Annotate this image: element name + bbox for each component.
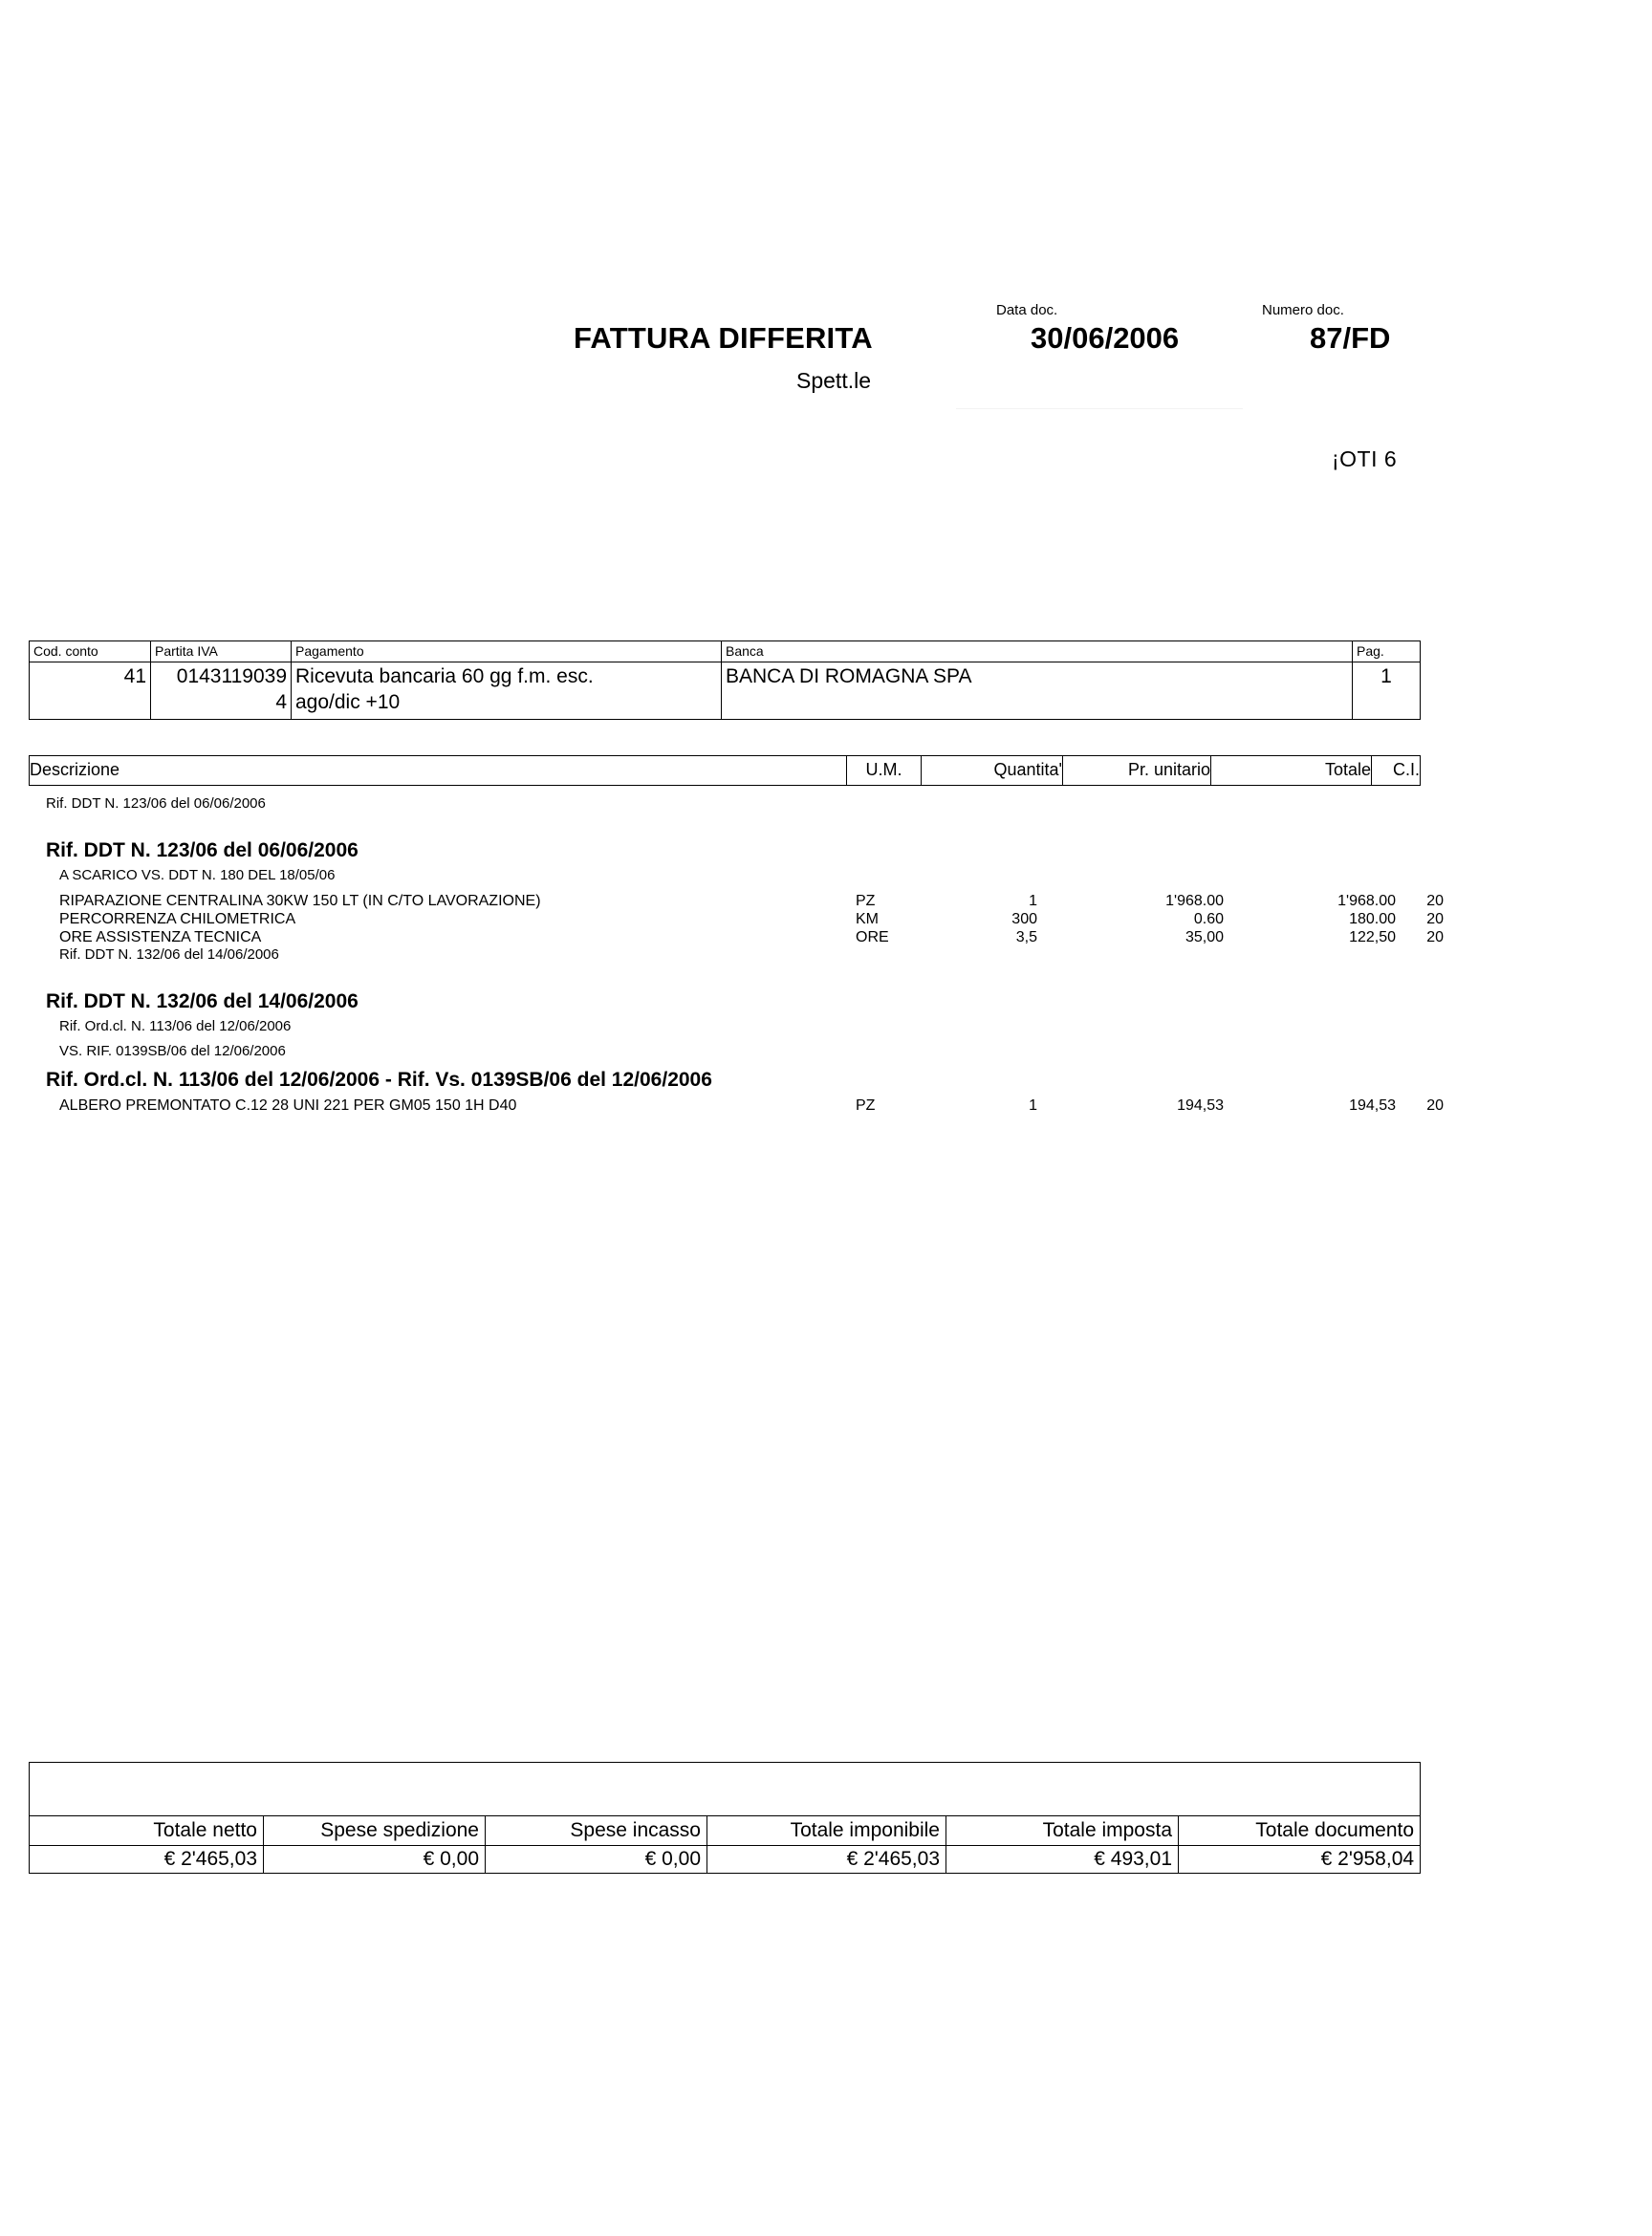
line-item-total: 180.00	[1349, 911, 1396, 927]
line-item-total: 194,53	[1349, 1097, 1396, 1114]
line-item-row	[29, 1096, 1444, 1115]
totals-header-cell: Spese spedizione	[264, 1816, 486, 1846]
totals-value-cell: € 2'465,03	[707, 1846, 946, 1874]
line-item-description: Rif. DDT N. 123/06 del 06/06/2006	[46, 795, 266, 812]
line-item-row	[29, 1018, 1420, 1043]
line-item-description: ORE ASSISTENZA TECNICA	[59, 929, 262, 945]
value-pagamento-line2: ago/dic +10	[295, 691, 401, 713]
header-partita-iva: Partita IVA	[151, 641, 292, 662]
line-item-description: Rif. Ord.cl. N. 113/06 del 12/06/2006	[59, 1018, 292, 1034]
header-ci: C.I.	[1372, 756, 1421, 786]
header-totale: Totale	[1211, 756, 1372, 786]
value-partita-iva	[151, 662, 292, 720]
line-item-um: PZ	[856, 1097, 876, 1114]
line-item-row	[29, 838, 1420, 867]
value-pag: 1	[1353, 662, 1421, 720]
line-item-total: 1'968.00	[1337, 893, 1396, 909]
line-item-um: KM	[856, 911, 879, 927]
value-partita-iva-line2: 4	[275, 691, 287, 713]
items-header-table	[29, 755, 1421, 786]
line-item-unit-price: 1'968.00	[1165, 893, 1224, 909]
line-item-description: ALBERO PREMONTATO C.12 28 UNI 221 PER GM05 150 1H D40	[59, 1097, 517, 1114]
line-item-row	[29, 910, 1444, 928]
value-pagamento-line1: Ricevuta bancaria 60 gg f.m. esc.	[295, 665, 594, 687]
payment-table-header-row	[30, 641, 1421, 662]
line-item-quantity: 1	[1029, 893, 1037, 909]
totals-value-cell: € 2'465,03	[30, 1846, 264, 1874]
customer-code: ¡OTI 6	[1332, 446, 1398, 471]
line-item-heading: Rif. Ord.cl. N. 113/06 del 12/06/2006 - Rif. Vs. 0139SB/06 del 12/06/2006	[46, 1069, 712, 1091]
totals-value-cell: € 2'958,04	[1179, 1846, 1421, 1874]
line-item-quantity: 300	[1011, 911, 1037, 927]
totals-header-cell: Totale imposta	[946, 1816, 1179, 1846]
line-item-ci: 20	[1426, 1097, 1444, 1114]
value-data-doc: 30/06/2006	[1031, 321, 1180, 355]
totals-header-cell: Totale imponibile	[707, 1816, 946, 1846]
line-item-row	[29, 928, 1444, 946]
line-item-row	[29, 867, 1420, 892]
label-data-doc: Data doc.	[996, 302, 1058, 318]
line-item-ci: 20	[1426, 911, 1444, 927]
payment-bank-table	[29, 640, 1421, 720]
value-cod-conto: 41	[30, 662, 151, 720]
items-header-row	[30, 756, 1421, 786]
totals-table	[29, 1762, 1421, 1874]
header-pr-unitario: Pr. unitario	[1063, 756, 1211, 786]
line-item-row	[29, 1068, 1420, 1096]
line-item-description: PERCORRENZA CHILOMETRICA	[59, 911, 296, 927]
line-item-heading: Rif. DDT N. 123/06 del 06/06/2006	[46, 839, 359, 861]
totals-value-row	[30, 1846, 1421, 1874]
page-title: FATTURA DIFFERITA	[574, 321, 873, 355]
totals-spacer-cell	[30, 1763, 1421, 1816]
header-pag: Pag.	[1353, 641, 1421, 662]
line-item-heading: Rif. DDT N. 132/06 del 14/06/2006	[46, 990, 359, 1012]
totals-value-cell: € 493,01	[946, 1846, 1179, 1874]
payment-table-value-row	[30, 662, 1421, 720]
totals-header-cell: Spese incasso	[486, 1816, 707, 1846]
totals-value-cell: € 0,00	[486, 1846, 707, 1874]
value-pagamento	[292, 662, 722, 720]
line-item-description: RIPARAZIONE CENTRALINA 30KW 150 LT (IN C/TO LAVORAZIONE)	[59, 893, 541, 909]
line-item-unit-price: 35,00	[1185, 929, 1224, 945]
line-item-row	[29, 820, 1420, 838]
totals-value-cell: € 0,00	[264, 1846, 486, 1874]
line-item-row	[29, 989, 1420, 1018]
header-descrizione: Descrizione	[30, 756, 847, 786]
line-item-description: VS. RIF. 0139SB/06 del 12/06/2006	[59, 1043, 286, 1059]
line-item-row	[29, 1043, 1420, 1068]
line-item-description: A SCARICO VS. DDT N. 180 DEL 18/05/06	[59, 867, 336, 883]
line-item-um: ORE	[856, 929, 889, 945]
line-item-row	[29, 946, 1420, 971]
label-numero-doc: Numero doc.	[1262, 302, 1344, 318]
header-cod-conto: Cod. conto	[30, 641, 151, 662]
label-spettle: Spett.le	[796, 368, 871, 393]
totals-spacer-row	[30, 1763, 1421, 1816]
addressee-placeholder-line	[956, 408, 1243, 409]
value-partita-iva-line1: 0143119039	[176, 665, 287, 687]
line-item-total: 122,50	[1349, 929, 1396, 945]
line-item-unit-price: 0.60	[1193, 911, 1224, 927]
header-banca: Banca	[722, 641, 1353, 662]
line-item-quantity: 3,5	[1015, 929, 1037, 945]
line-item-unit-price: 194,53	[1177, 1097, 1224, 1114]
line-item-row	[29, 892, 1444, 910]
line-item-description: Rif. DDT N. 132/06 del 14/06/2006	[59, 946, 279, 963]
line-item-row	[29, 971, 1420, 989]
header-um: U.M.	[847, 756, 922, 786]
line-item-quantity: 1	[1029, 1097, 1037, 1114]
line-item-um: PZ	[856, 893, 876, 909]
header-pagamento: Pagamento	[292, 641, 722, 662]
header-quantita: Quantita'	[922, 756, 1063, 786]
totals-header-cell: Totale netto	[30, 1816, 264, 1846]
totals-header-cell: Totale documento	[1179, 1816, 1421, 1846]
line-item-ci: 20	[1426, 893, 1444, 909]
value-banca: BANCA DI ROMAGNA SPA	[722, 662, 1353, 720]
line-item-ci: 20	[1426, 929, 1444, 945]
totals-header-row	[30, 1816, 1421, 1846]
value-numero-doc: 87/FD	[1310, 321, 1391, 355]
line-item-row	[29, 795, 1420, 820]
items-list	[29, 795, 1444, 1115]
